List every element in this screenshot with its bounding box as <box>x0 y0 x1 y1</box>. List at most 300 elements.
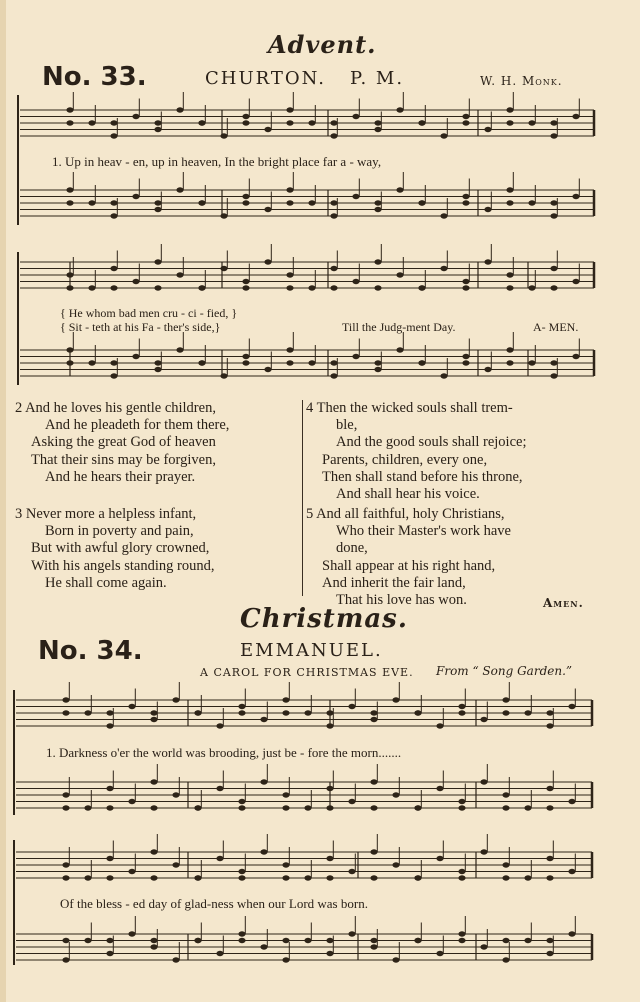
note-head <box>370 717 377 722</box>
note-head <box>110 360 117 365</box>
note-head <box>106 856 113 861</box>
note-head <box>352 354 359 359</box>
note-head <box>330 133 337 138</box>
note-head <box>348 931 355 936</box>
note-head <box>550 285 557 290</box>
hymn-source: From “ Song Garden.” <box>436 664 573 678</box>
note-head <box>440 373 447 378</box>
note-head <box>506 120 513 125</box>
verse-5 <box>306 506 511 609</box>
verse-line: Then shall stand before his throne, <box>322 468 523 485</box>
note-head <box>330 373 337 378</box>
lyric-line: { Sit - teth at his Fa - ther's side,} <box>60 320 221 334</box>
note-head <box>172 862 179 867</box>
note-head <box>62 697 69 702</box>
note-head <box>66 347 73 352</box>
note-head <box>506 107 513 112</box>
note-head <box>528 285 535 290</box>
composer: W. H. Monk. <box>480 74 563 88</box>
note-head <box>528 200 535 205</box>
note-head <box>326 875 333 880</box>
amen-label: A- MEN. <box>533 320 579 334</box>
note-head <box>506 187 513 192</box>
note-head <box>550 120 557 125</box>
note-head <box>348 869 355 874</box>
hymn-number: No. 33. <box>42 62 147 92</box>
note-head <box>502 710 509 715</box>
lyric-line: Of the bless - ed day of glad-ness when our Lord was born. <box>60 896 368 911</box>
note-head <box>572 279 579 284</box>
note-head <box>110 285 117 290</box>
note-head <box>150 875 157 880</box>
note-head <box>128 869 135 874</box>
note-head <box>458 875 465 880</box>
note-head <box>568 931 575 936</box>
note-head <box>418 200 425 205</box>
note-head <box>220 133 227 138</box>
verse-line: 5 And all faithful, holy Christians, <box>306 506 505 522</box>
note-head <box>304 710 311 715</box>
note-head <box>352 194 359 199</box>
note-head <box>374 127 381 132</box>
note-head <box>172 792 179 797</box>
note-head <box>370 710 377 715</box>
note-head <box>62 957 69 962</box>
lyric-line: 1. Up in heav - en, up in heaven, In the bright place far a - way, <box>52 154 382 169</box>
note-head <box>374 259 381 264</box>
note-head <box>220 213 227 218</box>
note-head <box>550 213 557 218</box>
note-head <box>194 710 201 715</box>
note-head <box>414 875 421 880</box>
note-head <box>154 127 161 132</box>
note-head <box>282 710 289 715</box>
note-head <box>198 360 205 365</box>
note-head <box>326 723 333 728</box>
note-head <box>238 799 245 804</box>
note-head <box>106 805 113 810</box>
note-head <box>154 360 161 365</box>
note-head <box>66 107 73 112</box>
note-head <box>374 207 381 212</box>
note-head <box>550 266 557 271</box>
note-head <box>308 120 315 125</box>
note-head <box>370 944 377 949</box>
note-head <box>66 360 73 365</box>
note-head <box>524 710 531 715</box>
note-head <box>458 710 465 715</box>
note-head <box>110 200 117 205</box>
note-head <box>458 869 465 874</box>
note-head <box>414 938 421 943</box>
note-head <box>546 786 553 791</box>
note-head <box>176 272 183 277</box>
note-head <box>436 951 443 956</box>
note-head <box>66 200 73 205</box>
note-head <box>150 805 157 810</box>
note-head <box>330 213 337 218</box>
hymn-number: No. 34. <box>38 636 143 666</box>
note-head <box>572 194 579 199</box>
note-head <box>282 957 289 962</box>
amen-text: Amen. <box>543 596 584 610</box>
note-head <box>326 805 333 810</box>
note-head <box>418 285 425 290</box>
note-head <box>370 779 377 784</box>
note-head <box>172 957 179 962</box>
note-head <box>462 200 469 205</box>
note-head <box>392 792 399 797</box>
note-head <box>62 710 69 715</box>
note-head <box>304 805 311 810</box>
verse-line: And he hears their prayer. <box>45 468 196 485</box>
note-head <box>242 194 249 199</box>
note-head <box>414 805 421 810</box>
note-head <box>374 360 381 365</box>
verse-line: ble, <box>336 417 358 434</box>
note-head <box>238 869 245 874</box>
note-head <box>194 875 201 880</box>
note-head <box>176 187 183 192</box>
note-head <box>264 127 271 132</box>
note-head <box>546 875 553 880</box>
note-head <box>216 786 223 791</box>
note-head <box>238 931 245 936</box>
verse-line: That their sins may be forgiven, <box>31 451 216 468</box>
note-head <box>154 200 161 205</box>
note-head <box>326 786 333 791</box>
meter: P. M. <box>350 68 405 89</box>
note-head <box>132 354 139 359</box>
note-head <box>216 951 223 956</box>
note-head <box>106 951 113 956</box>
verse-line: Asking the great God of heaven <box>31 434 216 451</box>
verse-line: 3 Never more a helpless infant, <box>15 506 197 522</box>
note-head <box>502 957 509 962</box>
note-head <box>370 875 377 880</box>
note-head <box>352 114 359 119</box>
note-head <box>506 285 513 290</box>
note-head <box>458 931 465 936</box>
note-head <box>66 285 73 290</box>
note-head <box>546 938 553 943</box>
note-head <box>154 259 161 264</box>
note-head <box>348 704 355 709</box>
verse-4 <box>306 400 526 503</box>
section-heading-christmas: Christmas. <box>240 604 408 634</box>
note-head <box>458 805 465 810</box>
note-head <box>462 279 469 284</box>
note-head <box>370 805 377 810</box>
tune-name: EMMANUEL. <box>240 640 383 661</box>
note-head <box>62 875 69 880</box>
note-head <box>480 944 487 949</box>
verse-line: With his angels standing round, <box>31 557 215 574</box>
note-head <box>150 779 157 784</box>
hymn-subtitle: A CAROL FOR CHRISTMAS EVE. <box>200 666 414 679</box>
verse-2 <box>15 400 229 486</box>
note-head <box>286 272 293 277</box>
note-head <box>326 951 333 956</box>
note-head <box>260 944 267 949</box>
note-head <box>242 285 249 290</box>
note-head <box>374 200 381 205</box>
note-head <box>194 938 201 943</box>
note-head <box>392 957 399 962</box>
note-head <box>282 875 289 880</box>
note-head <box>502 697 509 702</box>
note-head <box>238 938 245 943</box>
note-head <box>396 107 403 112</box>
note-head <box>176 107 183 112</box>
note-head <box>264 207 271 212</box>
note-head <box>414 710 421 715</box>
column-divider <box>302 400 303 596</box>
note-head <box>308 360 315 365</box>
note-head <box>260 779 267 784</box>
note-head <box>242 360 249 365</box>
note-head <box>528 120 535 125</box>
note-head <box>392 862 399 867</box>
note-head <box>458 799 465 804</box>
note-head <box>242 354 249 359</box>
note-head <box>568 869 575 874</box>
note-head <box>484 127 491 132</box>
note-head <box>330 200 337 205</box>
note-head <box>282 792 289 797</box>
note-head <box>264 367 271 372</box>
note-head <box>572 114 579 119</box>
note-head <box>176 347 183 352</box>
note-head <box>172 697 179 702</box>
note-head <box>106 786 113 791</box>
note-head <box>458 704 465 709</box>
note-head <box>242 279 249 284</box>
note-head <box>374 120 381 125</box>
note-head <box>370 849 377 854</box>
note-head <box>462 194 469 199</box>
note-head <box>546 805 553 810</box>
note-head <box>330 285 337 290</box>
note-head <box>110 213 117 218</box>
note-head <box>106 938 113 943</box>
note-head <box>352 279 359 284</box>
note-head <box>374 367 381 372</box>
note-head <box>546 856 553 861</box>
note-head <box>528 360 535 365</box>
note-head <box>506 272 513 277</box>
lyric-line: 1. Darkness o'er the world was brooding, just be - fore the morn....... <box>46 745 402 760</box>
note-head <box>418 360 425 365</box>
note-head <box>502 938 509 943</box>
note-head <box>238 805 245 810</box>
note-head <box>304 875 311 880</box>
note-head <box>150 717 157 722</box>
note-head <box>154 367 161 372</box>
note-head <box>110 120 117 125</box>
note-head <box>546 710 553 715</box>
note-head <box>550 133 557 138</box>
note-head <box>330 360 337 365</box>
note-head <box>132 114 139 119</box>
verse-line: That his love has won. <box>336 591 467 608</box>
note-head <box>502 805 509 810</box>
note-head <box>150 938 157 943</box>
note-head <box>198 120 205 125</box>
verse-3 <box>15 506 214 592</box>
note-head <box>220 266 227 271</box>
note-head <box>502 792 509 797</box>
note-head <box>440 133 447 138</box>
note-head <box>286 120 293 125</box>
note-head <box>436 786 443 791</box>
verse-line: And shall hear his voice. <box>336 485 480 502</box>
note-head <box>154 285 161 290</box>
note-head <box>286 285 293 290</box>
note-head <box>88 120 95 125</box>
note-head <box>62 792 69 797</box>
note-head <box>484 207 491 212</box>
section-heading-advent: Advent. <box>268 30 377 59</box>
note-head <box>286 107 293 112</box>
note-head <box>84 805 91 810</box>
note-head <box>524 938 531 943</box>
note-head <box>238 875 245 880</box>
note-head <box>282 697 289 702</box>
note-head <box>550 360 557 365</box>
note-head <box>66 272 73 277</box>
note-head <box>150 944 157 949</box>
verse-line: And inherit the fair land, <box>322 574 466 591</box>
note-head <box>418 120 425 125</box>
note-head <box>308 285 315 290</box>
note-head <box>392 697 399 702</box>
note-head <box>62 805 69 810</box>
note-head <box>84 938 91 943</box>
verse-line: Parents, children, every one, <box>322 451 488 468</box>
note-head <box>88 200 95 205</box>
note-head <box>396 347 403 352</box>
note-head <box>66 187 73 192</box>
note-head <box>440 266 447 271</box>
note-head <box>198 200 205 205</box>
note-head <box>216 856 223 861</box>
note-head <box>220 373 227 378</box>
note-head <box>550 373 557 378</box>
note-head <box>330 266 337 271</box>
note-head <box>572 354 579 359</box>
verse-line: And he pleadeth for them there, <box>45 417 230 434</box>
note-head <box>506 347 513 352</box>
verse-line: 2 And he loves his gentle children, <box>15 400 216 416</box>
note-head <box>106 875 113 880</box>
lyric-line: { He whom bad men cru - ci - fied, } <box>60 306 238 320</box>
verse-line: 4 Then the wicked souls shall trem- <box>306 400 513 416</box>
note-head <box>88 360 95 365</box>
note-head <box>260 849 267 854</box>
note-head <box>506 360 513 365</box>
note-head <box>462 285 469 290</box>
note-head <box>568 799 575 804</box>
note-head <box>194 805 201 810</box>
note-head <box>462 360 469 365</box>
note-head <box>348 799 355 804</box>
note-head <box>150 849 157 854</box>
note-head <box>286 200 293 205</box>
note-head <box>286 187 293 192</box>
note-head <box>484 259 491 264</box>
note-head <box>326 938 333 943</box>
note-head <box>128 704 135 709</box>
note-head <box>286 347 293 352</box>
note-head <box>84 710 91 715</box>
note-head <box>568 704 575 709</box>
note-head <box>110 266 117 271</box>
note-head <box>216 723 223 728</box>
note-head <box>304 938 311 943</box>
note-head <box>260 717 267 722</box>
note-head <box>286 360 293 365</box>
verse-line: Shall appear at his right hand, <box>322 557 496 574</box>
lyric-line: Till the Judg-ment Day. <box>342 320 456 334</box>
verse-line: done, <box>336 540 368 557</box>
note-head <box>546 723 553 728</box>
verse-line: He shall come again. <box>45 574 167 591</box>
verse-line: And the good souls shall rejoice; <box>336 434 527 451</box>
note-head <box>154 120 161 125</box>
note-head <box>480 717 487 722</box>
note-head <box>440 213 447 218</box>
note-head <box>154 207 161 212</box>
note-head <box>282 938 289 943</box>
note-head <box>132 194 139 199</box>
note-head <box>282 805 289 810</box>
note-head <box>326 710 333 715</box>
note-head <box>524 875 531 880</box>
note-head <box>550 200 557 205</box>
note-head <box>480 849 487 854</box>
note-head <box>150 710 157 715</box>
verse-line: Who their Master's work have <box>336 523 511 540</box>
note-head <box>242 114 249 119</box>
note-head <box>238 710 245 715</box>
note-head <box>132 279 139 284</box>
note-head <box>484 367 491 372</box>
note-head <box>396 187 403 192</box>
note-head <box>88 285 95 290</box>
note-head <box>110 133 117 138</box>
note-head <box>524 805 531 810</box>
note-head <box>106 723 113 728</box>
note-head <box>462 120 469 125</box>
note-head <box>198 285 205 290</box>
note-head <box>84 875 91 880</box>
note-head <box>396 272 403 277</box>
verse-line: Born in poverty and pain, <box>45 523 194 540</box>
note-head <box>436 856 443 861</box>
note-head <box>66 120 73 125</box>
note-head <box>502 862 509 867</box>
note-head <box>480 779 487 784</box>
note-head <box>374 285 381 290</box>
note-head <box>546 951 553 956</box>
note-head <box>462 354 469 359</box>
note-head <box>506 200 513 205</box>
note-head <box>458 938 465 943</box>
note-head <box>502 875 509 880</box>
note-head <box>264 259 271 264</box>
note-head <box>282 862 289 867</box>
